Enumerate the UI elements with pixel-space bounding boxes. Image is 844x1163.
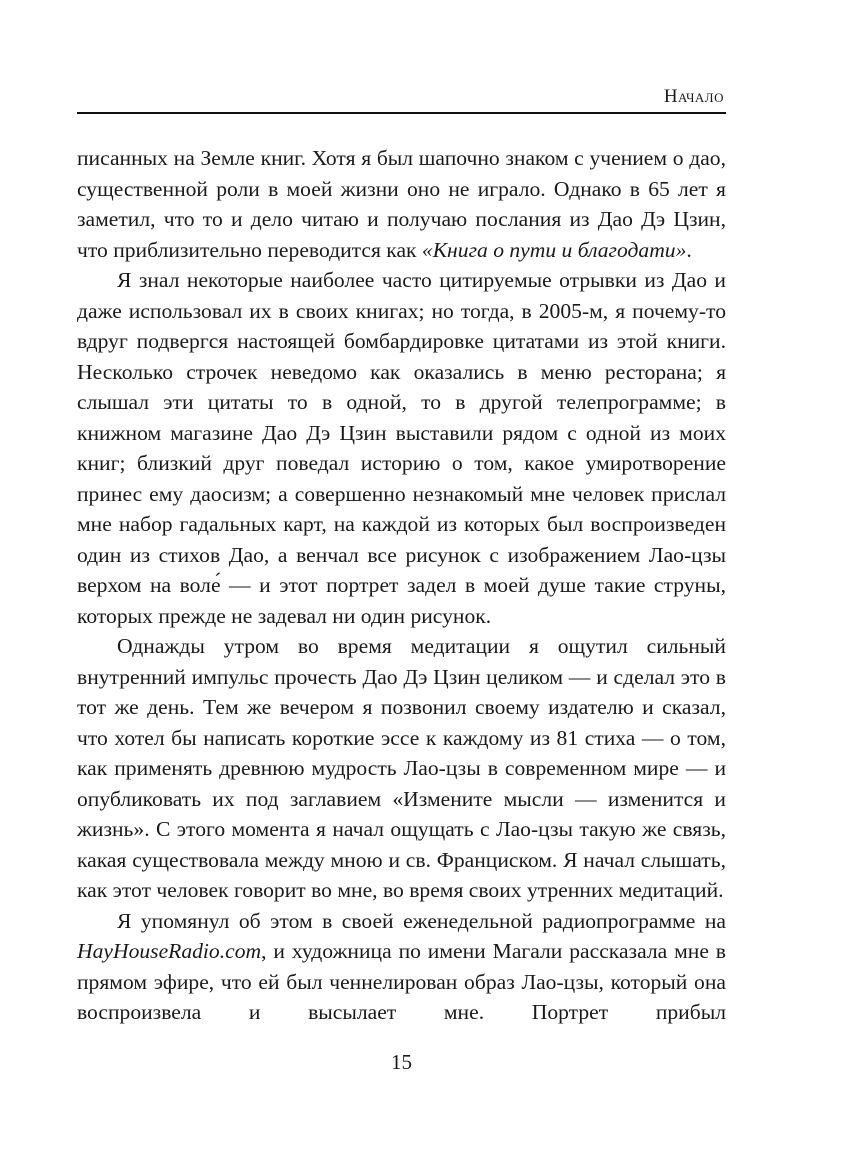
page-number: 15: [391, 1050, 412, 1074]
paragraph-2: Я знал некоторые наиболее часто цитируемые отрывки из Дао и даже использовал их в своих книгах; но тогда, в 2005-м, я почему-то вдруг подвергся настоящей бомбардировке цитатами из этой книги. Несколько строчек неведомо как оказались в меню ресторана; я слышал эти цитаты то в одной, то в другой телепрограмме; в книжном магазине Дао Дэ Цзин выставили рядом с одной из моих книг; близкий друг поведал историю о том, какое умиротворение принес ему даосизм; а совершенно незнакомый мне человек прислал мне набор гадальных карт, на каждой из которых был воспроизведен один из стихов Дао, а венчал все рисунок с изображением Лао-цзы верхом на воле́ — и этот портрет задел в моей душе такие струны, которых прежде не задевал ни один рисунок.: [77, 268, 726, 628]
paragraph-1-end: .: [686, 237, 692, 262]
website-italic: HayHouseRadio.com: [77, 939, 262, 963]
paragraph-4-end: , и художница по имени Магали рассказала мне в прямом эфире, что ей был ченнелирован образ Лао-цзы, который она воспроизвела и высылает мне. Портрет прибыл: [77, 939, 726, 1024]
paragraph-3: Однажды утром во время медитации я ощутил сильный внутренний импульс прочесть Дао Дэ Цзин целиком — и сделал это в тот же день. Тем же вечером я позвонил своему издателю и сказал, что хотел бы написать короткие эссе к каждому из 81 стиха — о том, как применять древнюю мудрость Лао-цзы в современном мире — и опубликовать их под заглавием «Измените мысли — изменится и жизнь». С этого момента я начал ощущать с Лао-цзы такую же связь, какая существовала между мною и св. Франциском. Я начал слышать, как этот человек говорит во мне, во время своих утренних медитаций.: [77, 634, 726, 902]
body-text: [77, 143, 726, 1028]
paragraph-1-text: писанных на Земле книг. Хотя я был шапочно знаком с учением о дао, существенной роли в моей жизни оно не играло. Однако в 65 лет я заметил, что то и дело читаю и получаю послания из Дао Дэ Цзин, что приблизительно переводится как: [77, 146, 726, 262]
paragraph-4-start: Я упомянул об этом в своей еженедельной радиопрограмме на: [117, 908, 726, 933]
paragraph-1: [77, 143, 726, 265]
running-header: Начало: [663, 86, 724, 107]
header-rule: [77, 112, 726, 114]
paragraph-4: [77, 906, 726, 1028]
book-title-italic: «Книга о пути и благодати»: [421, 237, 687, 262]
